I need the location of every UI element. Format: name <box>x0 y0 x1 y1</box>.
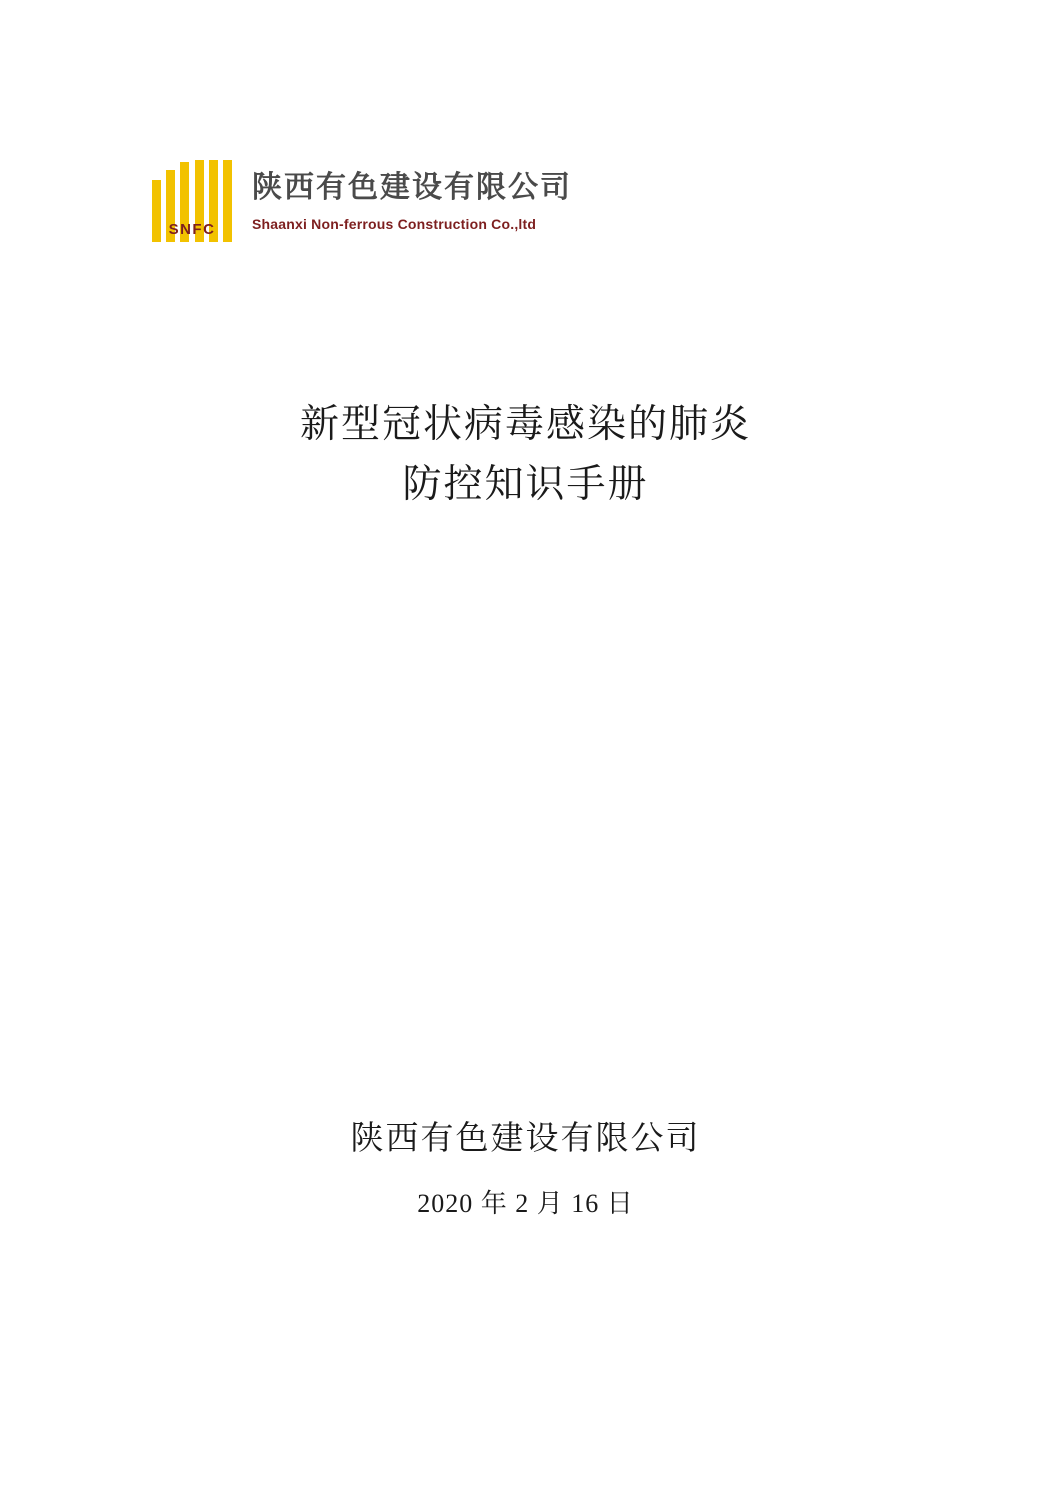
issuer-organization: 陕西有色建设有限公司 <box>350 1121 701 1157</box>
logo-company-name-en: Shaanxi Non-ferrous Construction Co.,ltd <box>252 216 537 232</box>
document-issuer <box>0 1115 1051 1220</box>
logo-monogram: SNFC <box>168 221 216 238</box>
issuer-date: 2020 年 2 月 16 日 <box>417 1188 634 1218</box>
page-title-line-2: 防控知识手册 <box>402 463 649 507</box>
page-title-line-1: 新型冠状病毒感染的肺炎 <box>299 403 751 446</box>
snfc-logo-icon <box>152 160 232 242</box>
page-title <box>0 395 1051 516</box>
logo-company-name-cn: 陕西有色建设有限公司 <box>252 171 572 204</box>
logo-wordmark <box>252 160 572 232</box>
company-logo <box>152 160 572 242</box>
